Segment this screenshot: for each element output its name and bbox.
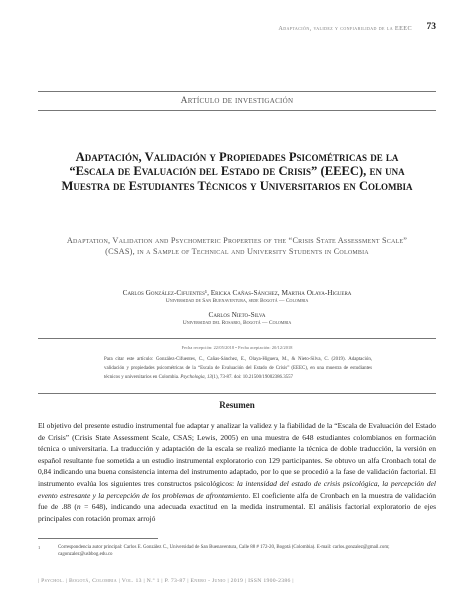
citation-text: González-Cifuentes, C., Cañas-Sánchez, E., Olaya-Higuera, M., & Nieto-Silva, C. (2019). Adaptación, validación y propiedades psicométricas de la “Escala de Evaluación del Estado de Crisis” (EEEC), en una muestra de estudiantes técnicos y universitarios en Colombia. [104,357,372,381]
citation-label: Para citar este artículo: [104,357,154,362]
authors-line-1: Carlos González-Cifuentes¹, Ericka Cañas-Sánchez, Martha Olaya-Higuera [122,288,352,297]
section-rule-bottom [38,110,436,111]
abstract-italic-n: n [76,502,81,512]
abstract-p1: El objetivo del presente estudio instrumental fue adaptar y analizar la validez y la fiabilidad de la “Escala de Evaluación del Estado de Crisis” (Crisis State Assessment Scale, CSAS; Lewis, 2005) en una muestra de 648 estudiantes colombianos en formación técnica o universitaria. La traducción y adaptación de la escala se realizó mediante la técnica de doble traducción, la versión en español resultante fue sometida a un estudio instrumental exploratorio con 129 participantes. Se obtuvo un alfa Cronbach total de 0,84 indicando una buena consistencia interna del instrumento adaptado, por lo que se procedió a la fase de validación factorial. El instrumento evalúa los siguientes tres constructos psicológicos: [38,421,436,488]
footnote-rule [38,538,158,539]
abstract-italic-constructs: la intensidad del estado de crisis psicológica, la percepción del evento estresante y la percepción de los problemas de afrontamiento [38,478,437,500]
title-spanish: Adaptación, Validación y Propiedades Psicométricas de la “Escala de Evaluación del Estado de Crisis” (EEEC), en una Muestra de Estudiantes Técnicos y Universitarios en Colombia [61,150,413,193]
affiliation-2: Universidad del Rosario, Bogotá — Colombia [182,320,292,326]
affiliation-1: Universidad de San Buenaventura, sede Bogotá — Colombia [165,298,309,304]
footnote [38,544,436,558]
section-label: Artículo de investigación [180,96,294,106]
running-head: Adaptación, validez y confiabilidad de la EEEC [278,25,412,32]
received-accepted-dates: Fecha recepción: 22/05/2018 • Fecha aceptación: 20/12/2018 [181,345,293,350]
abstract-p1b: . El coeficiente alfa de Cronbach en la muestra de validación fue de .88 ( [38,490,436,512]
authors-line-2: Carlos Nieto-Silva [208,310,266,319]
section-rule-top [38,91,436,92]
citation-tail: (1), 73-87. doi: 10.21500/19002386.3557 [211,375,293,381]
abstract-p1c: = 648), indicando una adecuada exactitud en la medida instrumental. El análisis factorial exploratorio de ejes principales con rotación promax arrojó [38,502,436,523]
abstract-text [38,420,436,524]
title-english: Adaptation, Validation and Psychometric Properties of the “Crisis State Assessment Scale” (CSAS), in a Sample of Technical and University Students in Colombia [66,236,408,256]
journal-footer: | Psychol. | Bogotá, Colombia | Vol. 13 | N.º 1 | P. 73-87 | Enero - Junio | 2019 | ISSN 1900-2386 | [38,578,294,584]
dates-rule [38,338,436,339]
footnote-number: 1 [38,545,41,550]
footnote-text: Correspondencia autor principal: Carlos E. González C., Universidad de San Buenaventura, Calle 88 # 172-20, Bogotá (Colombia). E-mail: carlos.gonzalez@gmail.com; cagonzalez@usbbog.edu.co [58,545,390,558]
resumen-heading: Resumen [219,400,255,410]
citation-block [104,355,372,383]
citation-journal: Psychologia, 13 [180,375,212,381]
resumen-rule [38,393,436,394]
page-number: 73 [426,22,436,32]
